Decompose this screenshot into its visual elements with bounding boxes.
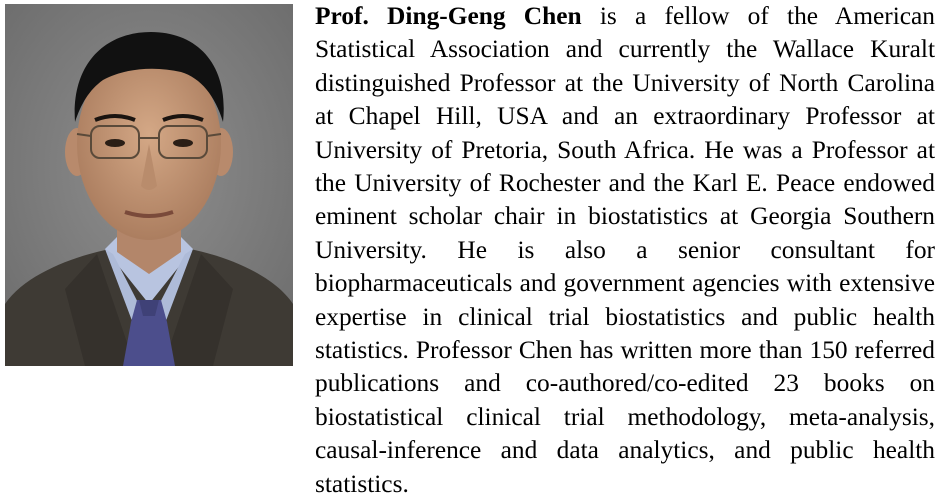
author-biography [315, 0, 935, 498]
author-portrait [5, 4, 293, 366]
biography-text: is a fellow of the American Statistical Association and currently the Wallace Kuralt distinguished Professor at the University of North Carolina at Chapel Hill, USA and an extraordinary Professor at University of Pretoria, South Africa. He was a Professor at the University of Rochester and the Karl E. Peace endowed eminent scholar chair in biostatistics at Georgia Southern University. He is also a senior consultant for biopharmaceuticals and government agencies with extensive expertise in clinical trial biostatistics and public health statistics. Professor Chen has written more than 150 referred publications and co-authored/co-edited 23 books on biostatistical clinical trial methodology, meta-analysis, causal-inference and data analytics, and public health statistics. [315, 2, 935, 498]
author-name: Prof. Ding-Geng Chen [315, 2, 582, 30]
